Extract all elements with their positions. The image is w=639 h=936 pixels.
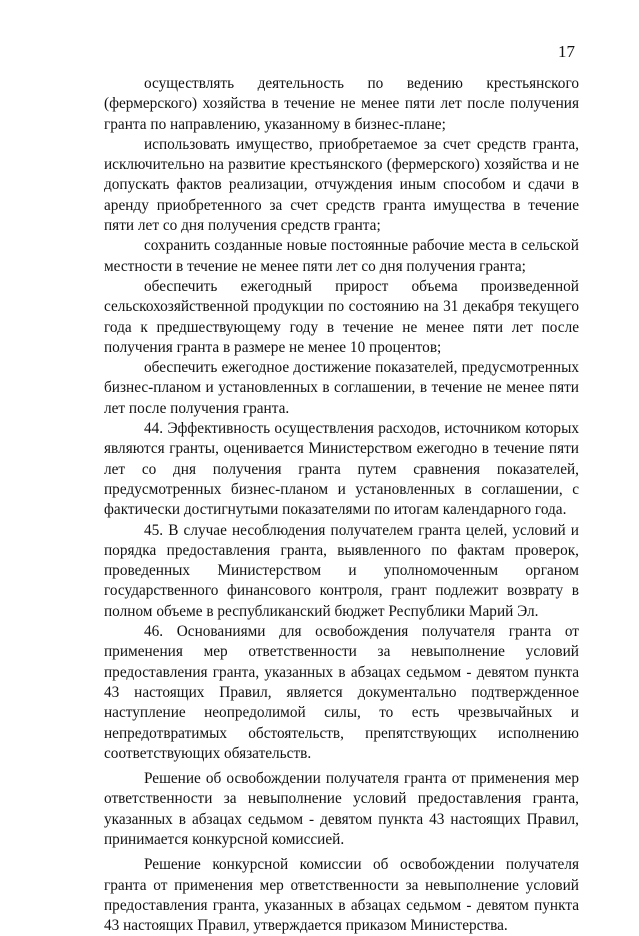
document-body bbox=[104, 74, 579, 936]
paragraph-obligation-jobs: сохранить созданные новые постоянные рабочие места в сельской местности в течение не менее пяти лет со дня получения гранта; bbox=[104, 237, 579, 275]
paragraph-clause-46: 46. Основаниями для освобождения получателя гранта от применения мер ответственности за невыполнение условий предоставления гранта, указанных в абзацах седьмом - девятом пункта 43 настоящих Правил, является документально подтвержденное наступление неопредолимой силы, то есть чрезвычайных и непредотвратимых обстоятельств, препятствующих исполнению соответствующих обязательств. bbox=[104, 623, 579, 762]
paragraph-commission-decision: Решение об освобождении получателя гранта от применения мер ответственности за невыполнение условий предоставления гранта, указанных в абзацах седьмом - девятом пункта 43 настоящих Правил, принимается конкурсной комиссией. bbox=[104, 770, 579, 848]
paragraph-obligation-growth: обеспечить ежегодный прирост объема произведенной сельскохозяйственной продукции по состоянию на 31 декабря текущего года к предшествующему году в течение не менее пяти лет после получения гранта в размере не менее 10 процентов; bbox=[104, 277, 579, 356]
paragraph-obligation-activity: осуществлять деятельность по ведению крестьянского (фермерского) хозяйства в течение не менее пяти лет после получения гранта по направлению, указанному в бизнес-плане; bbox=[104, 75, 579, 133]
paragraph-obligation-indicators: обеспечить ежегодное достижение показателей, предусмотренных бизнес-планом и установленных в соглашении, в течение не менее пяти лет после получения гранта. bbox=[104, 359, 579, 417]
page-number: 17 bbox=[558, 42, 575, 61]
paragraph-clause-44: 44. Эффективность осуществления расходов, источником которых являются гранты, оценивается Министерством ежегодно в течение пяти лет со дня получения гранта путем сравнения показателей, предусмотренных бизнес-планом и установленных в соглашении, с фактически достигнутыми показателями по итогам календарного года. bbox=[104, 420, 579, 519]
paragraph-clause-45: 45. В случае несоблюдения получателем гранта целей, условий и порядка предоставления гранта, выявленного по фактам проверок, проведенных Министерством и уполномоченным органом государственного финансового контроля, грант подлежит возврату в полном объеме в республиканский бюджет Республики Марий Эл. bbox=[104, 521, 579, 620]
paragraph-obligation-property: использовать имущество, приобретаемое за счет средств гранта, исключительно на развитие крестьянского (фермерского) хозяйства и не допускать фактов реализации, отчуждения иным способом и сдачи в аренду приобретенного за счет средств гранта имущества в течение пяти лет со дня получения средств гранта; bbox=[104, 135, 579, 235]
paragraph-ministry-approval: Решение конкурсной комиссии об освобождении получателя гранта от применения мер ответственности за невыполнение условий предоставления гранта, указанных в абзацах седьмом - девятом пункта 43 настоящих Правил, утверждается приказом Министерства. bbox=[104, 856, 579, 935]
